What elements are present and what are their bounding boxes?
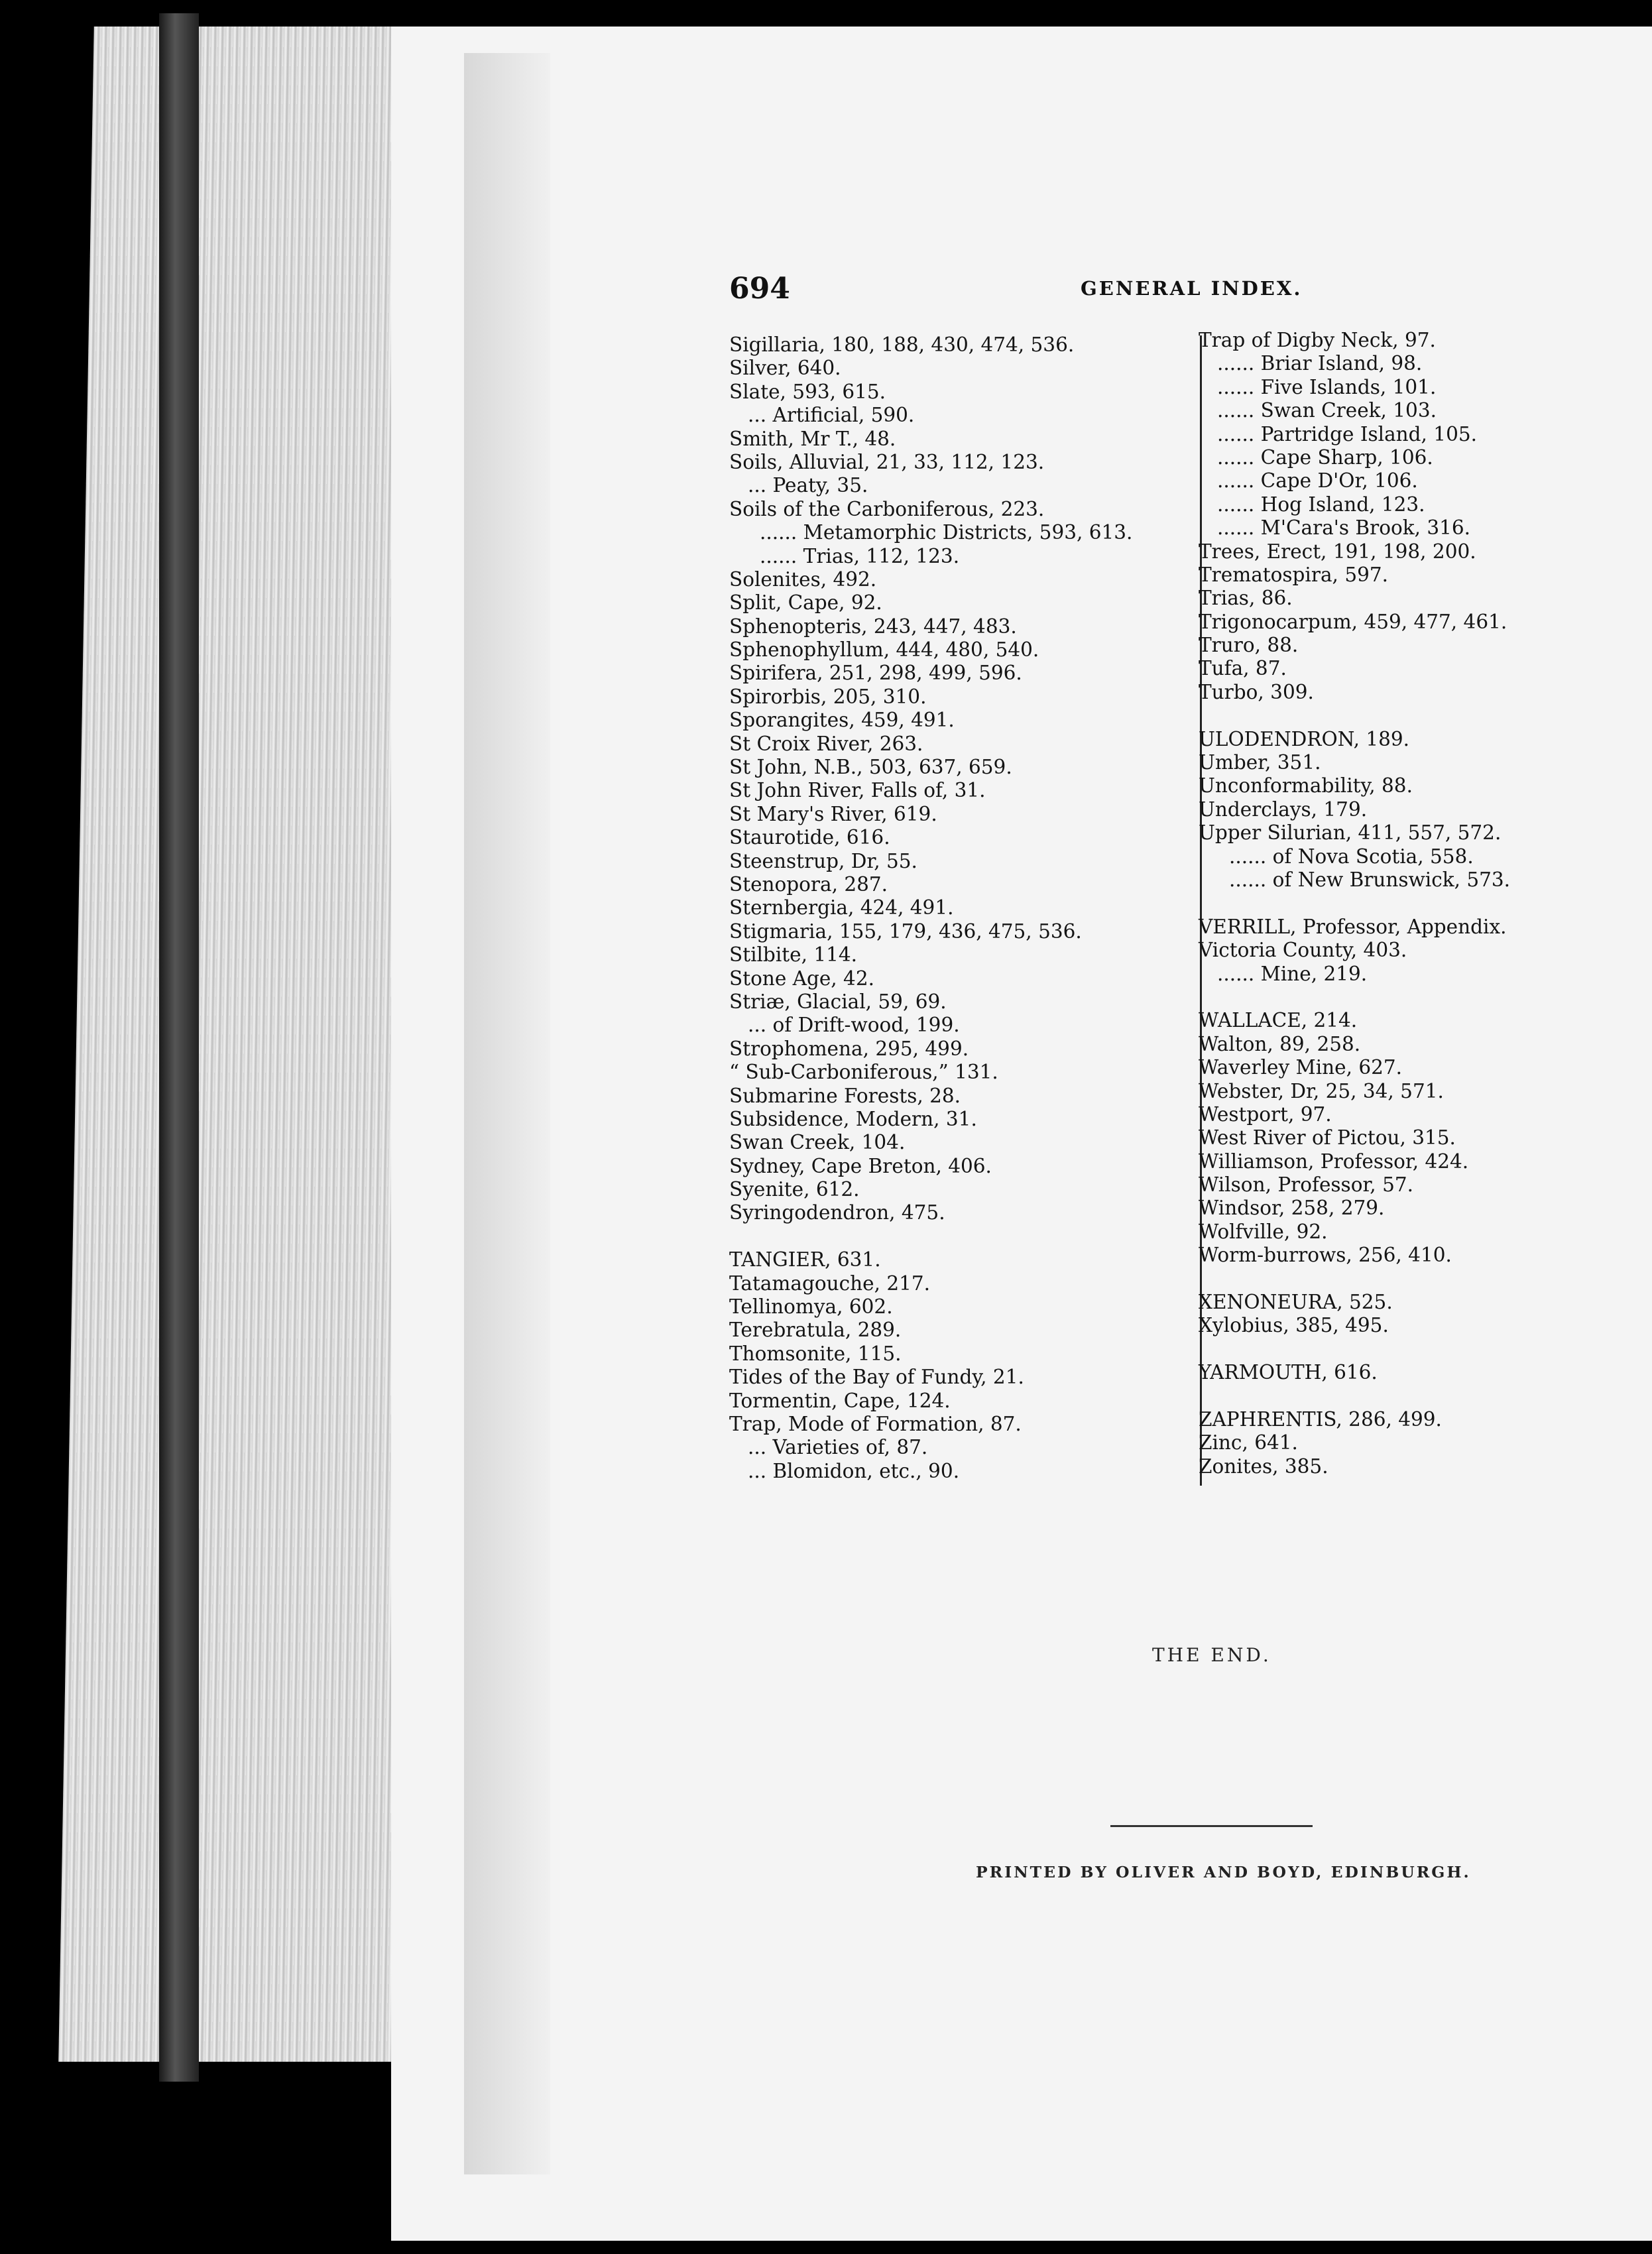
index-entry: ... of Drift-wood, 199. <box>748 1014 960 1037</box>
page-number: 694 <box>729 272 790 306</box>
index-entry: Stigmaria, 155, 179, 436, 475, 536. <box>729 919 1082 943</box>
index-entry: Steenstrup, Dr, 55. <box>729 849 917 872</box>
book-page-edges <box>58 27 439 2062</box>
index-entry: Thomsonite, 115. <box>729 1342 902 1365</box>
index-entry: Syenite, 612. <box>729 1178 860 1201</box>
index-entry: ...... M'Cara's Brook, 316. <box>1217 516 1471 540</box>
index-entry: ...... Cape Sharp, 106. <box>1217 445 1433 469</box>
index-entry: Truro, 88. <box>1199 634 1299 657</box>
index-entry: ...... Metamorphic Districts, 593, 613. <box>760 521 1133 544</box>
index-entry: ULODENDRON, 189. <box>1199 727 1410 750</box>
index-entry: Upper Silurian, 411, 557, 572. <box>1199 821 1502 845</box>
index-entry: Trees, Erect, 191, 198, 200. <box>1199 540 1476 563</box>
index-entry <box>1199 986 1510 1009</box>
index-entry: ...... of New Brunswick, 573. <box>1229 868 1511 891</box>
index-entry: Turbo, 309. <box>1199 680 1314 703</box>
index-entry: Sigillaria, 180, 188, 430, 474, 536. <box>729 333 1075 356</box>
index-entry: Spirorbis, 205, 310. <box>729 685 927 708</box>
index-entry: WALLACE, 214. <box>1199 1009 1358 1032</box>
index-entry: St Mary's River, 619. <box>729 802 937 825</box>
index-entry: Westport, 97. <box>1199 1102 1332 1126</box>
index-entry: Soils, Alluvial, 21, 33, 112, 123. <box>729 450 1045 473</box>
index-entry: ...... Cape D'Or, 106. <box>1217 469 1418 493</box>
index-entry: Swan Creek, 104. <box>729 1131 906 1154</box>
index-entry: ...... Five Islands, 101. <box>1217 375 1437 398</box>
index-entry: ZAPHRENTIS, 286, 499. <box>1199 1407 1442 1431</box>
index-entry: Zinc, 641. <box>1199 1431 1298 1454</box>
index-entry: Underclays, 179. <box>1199 798 1368 821</box>
index-entry: St John, N.B., 503, 637, 659. <box>729 756 1012 779</box>
index-entry: Windsor, 258, 279. <box>1199 1197 1385 1220</box>
book-spine-shadow <box>159 13 199 2082</box>
index-entry: Sydney, Cape Breton, 406. <box>729 1154 992 1177</box>
index-entry: Stilbite, 114. <box>729 943 858 967</box>
index-column-right <box>1199 329 1510 1478</box>
page-gutter-edge <box>464 53 550 2174</box>
index-entry: Soils of the Carboniferous, 223. <box>729 497 1045 520</box>
index-entry: Umber, 351. <box>1199 751 1321 774</box>
index-entry: ...... Hog Island, 123. <box>1217 493 1425 516</box>
index-entry: Trigonocarpum, 459, 477, 461. <box>1199 610 1507 633</box>
the-end-text: THE END. <box>1152 1644 1271 1666</box>
index-entry <box>1199 892 1510 915</box>
index-entry: Split, Cape, 92. <box>729 591 882 615</box>
index-entry: Striæ, Glacial, 59, 69. <box>729 990 947 1013</box>
index-entry <box>1199 1268 1510 1291</box>
index-entry: Victoria County, 403. <box>1199 939 1407 962</box>
index-entry: St John River, Falls of, 31. <box>729 779 986 802</box>
index-entry: Sternbergia, 424, 491. <box>729 896 954 919</box>
index-entry: ... Varieties of, 87. <box>748 1436 928 1459</box>
index-entry: ... Peaty, 35. <box>748 474 868 497</box>
index-entry: ...... of Nova Scotia, 558. <box>1229 845 1474 868</box>
index-entry: Sphenopteris, 243, 447, 483. <box>729 615 1017 638</box>
printer-line: PRINTED BY OLIVER AND BOYD, EDINBURGH. <box>976 1863 1471 1881</box>
index-entry: ...... Partridge Island, 105. <box>1217 422 1477 445</box>
index-entry <box>1199 1338 1510 1361</box>
index-entry: Webster, Dr, 25, 34, 571. <box>1199 1079 1444 1102</box>
index-entry: Terebratula, 289. <box>729 1319 902 1342</box>
index-entry: West River of Pictou, 315. <box>1199 1126 1456 1150</box>
index-entry: Tellinomya, 602. <box>729 1295 893 1319</box>
index-entry: Staurotide, 616. <box>729 826 890 849</box>
index-entry: Trias, 86. <box>1199 587 1293 610</box>
index-entry: Stone Age, 42. <box>729 967 874 990</box>
index-entry: Submarine Forests, 28. <box>729 1084 961 1107</box>
index-column-left <box>729 333 1132 1483</box>
index-entry: Trap of Digby Neck, 97. <box>1199 329 1436 351</box>
index-entry: Sporangites, 459, 491. <box>729 709 955 732</box>
index-entry: ... Artificial, 590. <box>748 404 915 427</box>
index-entry: Xylobius, 385, 495. <box>1199 1314 1389 1337</box>
index-entry: Wilson, Professor, 57. <box>1199 1173 1413 1197</box>
index-entry: Spirifera, 251, 298, 499, 596. <box>729 662 1022 685</box>
index-entry: Smith, Mr T., 48. <box>729 427 896 450</box>
running-head: GENERAL INDEX. <box>1081 277 1303 300</box>
index-entry: St Croix River, 263. <box>729 732 923 755</box>
index-entry <box>1199 704 1510 727</box>
index-entry: VERRILL, Professor, Appendix. <box>1199 915 1507 938</box>
index-entry: Trap, Mode of Formation, 87. <box>729 1412 1022 1435</box>
index-entry: “ Sub-Carboniferous,” 131. <box>729 1061 998 1084</box>
index-entry: Silver, 640. <box>729 357 841 380</box>
index-entry: Wolfville, 92. <box>1199 1220 1328 1243</box>
index-entry: Solenites, 492. <box>729 567 877 591</box>
index-entry: Walton, 89, 258. <box>1199 1032 1361 1055</box>
end-rule <box>1110 1825 1313 1827</box>
index-entry: ...... Briar Island, 98. <box>1217 352 1423 375</box>
index-entry <box>1199 1385 1510 1408</box>
index-entry: Sphenophyllum, 444, 480, 540. <box>729 638 1039 662</box>
index-entry: Subsidence, Modern, 31. <box>729 1107 977 1130</box>
index-entry: Worm-burrows, 256, 410. <box>1199 1244 1452 1267</box>
index-entry: Williamson, Professor, 424. <box>1199 1150 1469 1173</box>
index-entry: Unconformability, 88. <box>1199 774 1413 798</box>
index-entry: Slate, 593, 615. <box>729 380 886 403</box>
index-entry: Trematospira, 597. <box>1199 563 1388 586</box>
index-entry <box>729 1225 1132 1248</box>
index-entry: ...... Swan Creek, 103. <box>1217 399 1437 422</box>
index-entry: Tides of the Bay of Fundy, 21. <box>729 1366 1024 1389</box>
index-entry: Strophomena, 295, 499. <box>729 1037 969 1060</box>
index-entry: ...... Trias, 112, 123. <box>760 544 960 567</box>
index-entry: Tatamagouche, 217. <box>729 1272 931 1295</box>
index-entry: ... Blomidon, etc., 90. <box>748 1459 960 1482</box>
page-header <box>729 272 1392 318</box>
index-entry: TANGIER, 631. <box>729 1248 881 1272</box>
index-entry: ...... Mine, 219. <box>1217 962 1368 985</box>
index-entry: XENONEURA, 525. <box>1199 1291 1393 1314</box>
index-entry: Tufa, 87. <box>1199 657 1287 680</box>
index-entry: Syringodendron, 475. <box>729 1201 945 1224</box>
index-entry: Zonites, 385. <box>1199 1454 1328 1478</box>
index-entry: Tormentin, Cape, 124. <box>729 1389 951 1412</box>
index-entry: YARMOUTH, 616. <box>1199 1361 1378 1384</box>
index-entry: Waverley Mine, 627. <box>1199 1056 1403 1079</box>
index-entry: Stenopora, 287. <box>729 872 888 896</box>
